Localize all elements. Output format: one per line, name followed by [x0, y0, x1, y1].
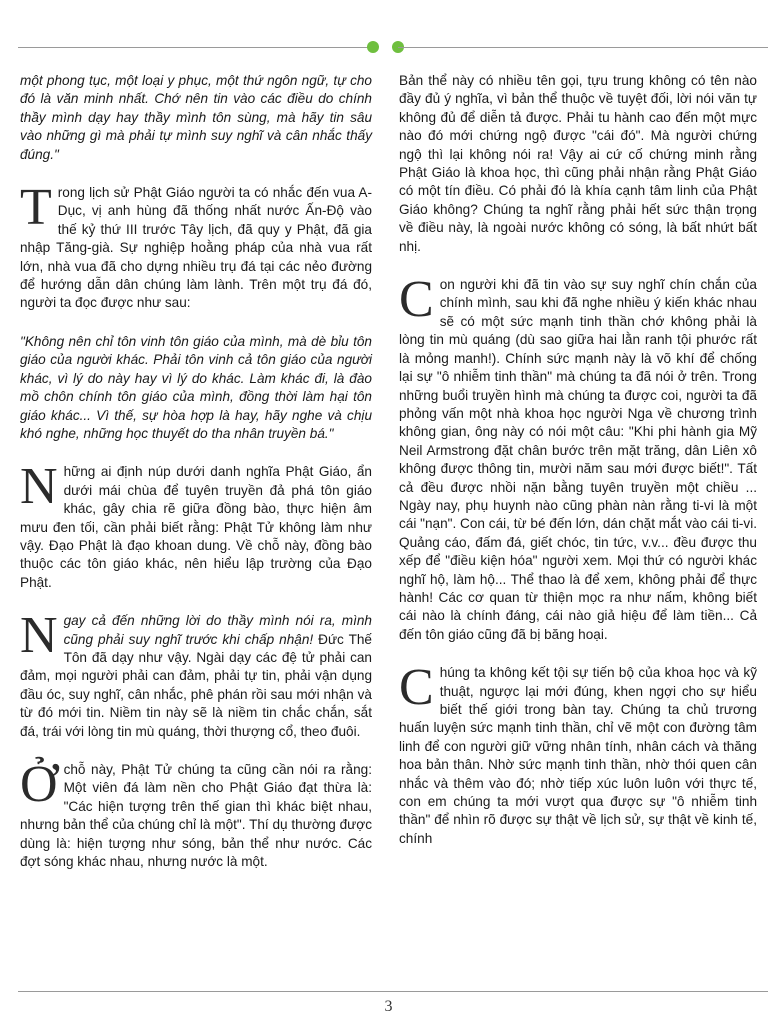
- left-column: [20, 72, 372, 891]
- header-rule-left: [18, 47, 373, 48]
- paragraph: Chúng ta không kết tội sự tiến bộ của khoa học và kỹ thuật, ngược lại mới đúng, khen ngợi cho sự hiểu biết thế giới trong bàn tay. Chúng ta chủ trương huấn luyện sức mạnh tinh thần, chỉ vẽ một con đường tâm linh để con người giữ vững nhân tính, nhân cách và thăng hoa bản thân. Nhờ sức mạnh tinh thần, nhờ thói quen cân nhắc và thêm vào đó; nhờ tiếp xúc luôn luôn với thực tế, con em chúng ta mới vượt qua được sự "ô nhiễm tinh thần" để nhìn rõ được sự thật về lịch sử, sự thật về kinh tế, chính: [399, 659, 757, 846]
- paragraph: Con người khi đã tin vào sự suy nghĩ chín chắn của chính mình, sau khi đã nghe nhiều ý kiến khác nhau sẽ có một sức mạnh tinh thần chớ không phải là lòng tin mù quáng (dù sao giữa hai lằn ranh tội phước rất là mỏng manh!). Chính sức mạnh này là võ khí để chống lại sự "ô nhiễm tinh thần" mà chúng ta đã nói ở trên. Trong những buổi truyền hình mà chúng ta được coi, người ta đã phỏng vấn một nhà khoa học người Nga về chương trình không gian, ông này có nói một câu: "Khi phi hành gia Mỹ Neil Armstrong đặt chân bước trên mặt trăng, dân Liên xô không được thông tin, mười năm sau mới được biết!". Tất cả đều được nhồi nặn bằng tuyên truyền một chiều ... Ngày nay, phụ huynh nào cũng phàn nàn rằng ti-vi là một cái "nạn". Con cái, từ bé đến lớn, dán chặt mắt vào cái ti-vi. Quảng cáo, đấm đá, giết chóc, tin tức, v.v... đều được thu xếp để "điều kiện hóa" người xem. Mọi thứ có người khác nghĩ hộ, làm hộ... Thể thao là để xem, không phải để thực hành! Các cơ quan từ thiện mọc ra như nấm, không biết cái nào là chính đáng, cái nào giả hiệu để làm tiền... Cả đến tôn giáo cũng đã bị băng hoại.: [399, 271, 757, 642]
- drop-cap: N: [20, 607, 58, 665]
- drop-cap: N: [20, 458, 58, 516]
- drop-cap: T: [20, 179, 52, 237]
- quote-paragraph: "Không nên chỉ tôn vinh tôn giáo của mình, mà dè bỉu tôn giáo của người khác. Phải tôn vinh cả tôn giáo của người khác, vì lý do này hay vì lý do khác. Làm khác đi, là đào mồ chôn chính tôn giáo của mình, đồng thời làm hại tôn giáo khác... Vì thế, sự hòa hợp là hay, hãy nghe và chịu khó nghe, những học thuyết do tha nhân truyền bá.": [20, 333, 372, 441]
- header-dot-left: [367, 41, 379, 53]
- paragraph: một phong tục, một loại y phục, một thứ ngôn ngữ, tự cho đó là văn minh nhất. Chớ nên tin vào các điều do chính thầy mình dạy hay thầy mình tôn sùng, mà hãy tin sâu vào những gì mà phải tự mình suy nghĩ và cân nhắc thấy đúng.": [20, 73, 372, 162]
- right-column: [399, 72, 757, 868]
- paragraph: Ởchỗ này, Phật Tử chúng ta cũng cần nói ra rằng: Một viên đá làm nền cho Phật Giáo đạt thừa là: "Các hiện tượng trên thế gian thì khác biệt nhau, nhưng bản thể của chúng chỉ là một". Thí dụ thường được dùng là: hiện tượng như sóng, bản thể như nước. Các đợt sóng khác nhau, nhưng nước là một.: [20, 756, 372, 870]
- paragraph: Bản thể này có nhiều tên gọi, tựu trung không có tên nào đầy đủ ý nghĩa, vì bản thể thuộc về tuyệt đối, lời nói văn tự không đủ để diễn tả được. Phải tu hành cao đến một mực nào đó mới chứng ngộ được "cái đó". Mà người chứng ngộ thì lại không nói ra! Vậy ai cứ cố chứng minh rằng Phật Giáo là khoa học, thì cũng phải nhận rằng Phật Giáo có một tín điều. Có phải đó là khía cạnh tâm linh của Phật Giáo không? Chúng ta nghĩ rằng phải hết sức thận trọng về điều này, là ngoài nước không có sóng, là bất nhứt bất nhị.: [399, 73, 757, 254]
- drop-cap: Ở: [20, 756, 58, 813]
- paragraph: Trong lịch sử Phật Giáo người ta có nhắc đến vua A-Dục, vị anh hùng đã thống nhất nước Ấn-Độ vào thế kỷ thứ III trước Tây lịch, đã quy y Phật, đã gia nhập Tăng-già. Sự nghiệp hoằng pháp của nhà vua rất lớn, nhà vua đã cho dựng nhiều trụ đá tại các nẻo đường để hướng dẫn dân chúng làm lành. Trên một trụ đá đó, người ta đọc được như sau:: [20, 179, 372, 311]
- page-number: 3: [384, 998, 393, 1015]
- paragraph: Ngay cả đến những lời do thầy mình nói ra, mình cũng phải suy nghĩ trước khi chấp nhận! Đức Thế Tôn đã dạy như vậy. Ngài dạy các đệ tử phải can đảm, mọi người phải can đảm, phải tự tin, phải vận dụng đầu óc, suy nghĩ, cân nhắc, phê phán rồi sau mới nhận và từ đó mới tin. Niềm tin này sẽ là niềm tin chắc chắn, sắt đá, trái với lòng tin mù quáng, thời thượng cổ, theo đuôi.: [20, 607, 372, 739]
- drop-cap: C: [399, 659, 434, 717]
- header-rule-right: [398, 47, 768, 48]
- paragraph: Những ai định núp dưới danh nghĩa Phật Giáo, ẩn dưới mái chùa để tuyên truyền đả phá tôn giáo khác, gây chia rẽ giữa đồng bào, thực hiện âm mưu đen tối, cần phải biết rằng: Phật Tử không làm như vậy. Đạo Phật là đạo khoan dung. Về chỗ này, đồng bào thuộc các tôn giáo khác, nên hiểu lập trường của Đạo Phật.: [20, 458, 372, 590]
- drop-cap: C: [399, 271, 434, 329]
- footer-rule: [18, 991, 768, 992]
